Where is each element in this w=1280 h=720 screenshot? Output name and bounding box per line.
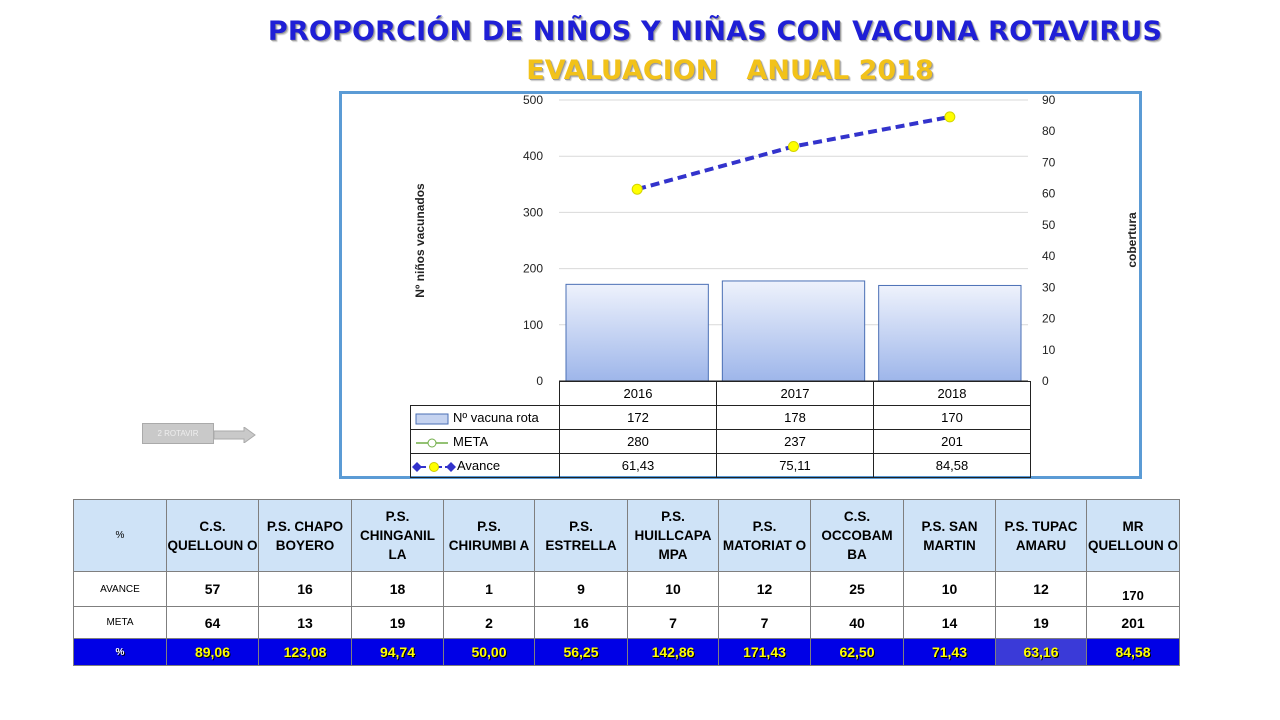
table-cell: 142,86 [628,639,719,666]
bar [566,284,708,381]
table-cell: 171,43 [719,639,811,666]
bar [879,285,1021,381]
y-tick-label: 0 [536,374,543,388]
row-label: % [74,639,167,666]
y2-tick-label: 80 [1042,124,1056,139]
table-cell: 7 [628,607,719,639]
table-cell: 16 [259,572,352,607]
table-cell: 40 [811,607,904,639]
chart-table-cell: 280 [560,430,717,454]
table-cell: 84,58 [1087,639,1180,666]
chart-table-cell: 178 [717,406,874,430]
table-cell: 9 [535,572,628,607]
y2-tick-label: 20 [1042,311,1056,326]
y2-tick-label: 40 [1042,249,1056,264]
table-cell: 201 [1087,607,1180,639]
table-cell: 89,06 [167,639,259,666]
y2-tick-label: 30 [1042,280,1056,295]
chart-table-cell: 84,58 [874,454,1031,478]
avance-point [632,184,642,194]
chart-table-cell: 75,11 [717,454,874,478]
rotavir-nav-button[interactable]: 2 ROTAVIR [142,423,214,444]
y-tick-label: 500 [522,93,543,107]
legend-label: META [453,434,489,449]
table-cell: 12 [996,572,1087,607]
column-header: P.S. CHAPO BOYERO [259,500,352,572]
legend-entry-avance [411,454,560,478]
legend-entry-meta [411,430,560,454]
title-line-2: EVALUACION ANUAL 2018 [526,55,934,86]
column-header: P.S. MATORIAT O [719,500,811,572]
table-cell: 19 [996,607,1087,639]
y2-tick-label: 50 [1042,217,1056,232]
table-cell: 19 [352,607,444,639]
chart-table-cell: 170 [874,406,1031,430]
table-row [74,607,1180,639]
table-cell: 12 [719,572,811,607]
y2-tick-label: 90 [1042,93,1056,107]
chart-table-cell: 201 [874,430,1031,454]
row-label: AVANCE [74,572,167,607]
column-header: P.S. CHIRUMBI A [444,500,535,572]
avance-point [945,112,955,122]
column-header: P.S. TUPAC AMARU [996,500,1087,572]
column-header: C.S. QUELLOUN O [167,500,259,572]
bar [722,281,864,381]
table-corner: % [74,500,167,572]
table-cell: 14 [904,607,996,639]
avance-point [789,141,799,151]
table-cell: 2 [444,607,535,639]
row-label: META [74,607,167,639]
table-cell: 71,43 [904,639,996,666]
table-cell: 56,25 [535,639,628,666]
table-cell: 13 [259,607,352,639]
legend-label: Nº vacuna rota [453,410,539,425]
table-cell: 62,50 [811,639,904,666]
y-axis-label: Nº niños vacunados [413,183,427,298]
table-cell: 7 [719,607,811,639]
y2-axis-label: cobertura [1125,212,1139,268]
y-tick-label: 400 [522,149,543,164]
chart-table-cell: 172 [560,406,717,430]
legend-entry-vacuna [411,406,560,430]
legend-label: Avance [457,458,501,473]
table-cell: 123,08 [259,639,352,666]
table-cell: 16 [535,607,628,639]
table-cell: 64 [167,607,259,639]
establishments-table [73,499,1180,666]
table-row [74,572,1180,607]
y2-tick-label: 60 [1042,186,1056,201]
column-header: P.S. HUILLCAPA MPA [628,500,719,572]
title-line-1: PROPORCIÓN DE NIÑOS Y NIÑAS CON VACUNA ROTAVIRUS [267,16,1163,47]
chart-table-row-vacuna [411,406,1031,430]
table-row [74,639,1180,666]
chart-table-corner [411,382,560,406]
avance-line [637,117,950,189]
y-tick-label: 300 [522,205,543,220]
column-header: P.S. CHINGANIL LA [352,500,444,572]
table-cell: 18 [352,572,444,607]
table-cell: 50,00 [444,639,535,666]
chart-table-header-row [411,382,1031,406]
dashed-line-legend-swatch [411,461,457,473]
y2-tick-label: 70 [1042,155,1056,170]
column-header: C.S. OCCOBAM BA [811,500,904,572]
line-legend-swatch [415,437,449,449]
bar-legend-swatch [415,413,449,425]
table-cell: 94,74 [352,639,444,666]
table-cell: 10 [628,572,719,607]
chart-table-cat: 2018 [874,382,1031,406]
table-cell: 170 [1087,572,1180,607]
chart-table-cell: 61,43 [560,454,717,478]
table-cell: 63,16 [996,639,1087,666]
table-header-row [74,500,1180,572]
y-tick-label: 100 [522,317,543,332]
chart-table-row-meta [411,430,1031,454]
chart-table-row-avance [411,454,1031,478]
y2-tick-label: 0 [1042,374,1049,388]
y-tick-label: 200 [522,261,543,276]
table-cell: 57 [167,572,259,607]
column-header: P.S. SAN MARTIN [904,500,996,572]
chart-table-cat: 2016 [560,382,717,406]
y2-tick-label: 10 [1042,342,1056,357]
chart-data-table [410,381,1031,478]
arrow-right-icon[interactable] [214,427,258,443]
column-header: MR QUELLOUN O [1087,500,1180,572]
chart-table-cat: 2017 [717,382,874,406]
chart-table-cell: 237 [717,430,874,454]
column-header: P.S. ESTRELLA [535,500,628,572]
table-cell: 1 [444,572,535,607]
table-cell: 25 [811,572,904,607]
table-cell: 10 [904,572,996,607]
